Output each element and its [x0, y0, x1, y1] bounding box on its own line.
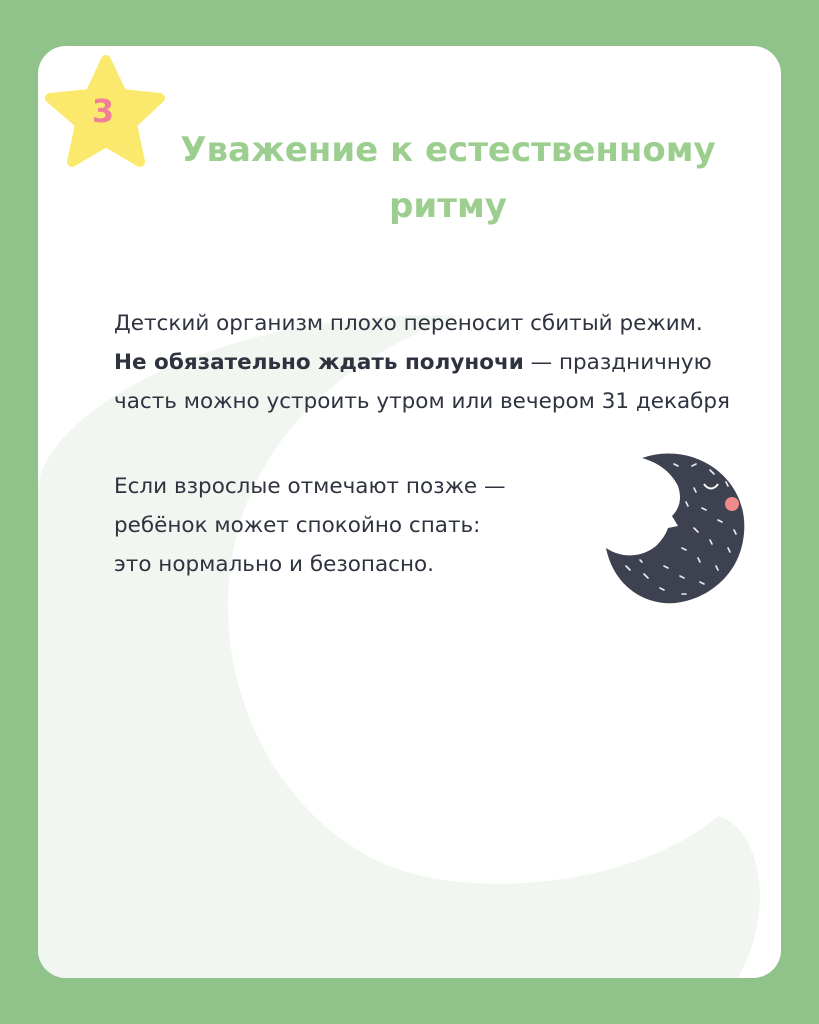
step-number: 3 — [91, 92, 115, 130]
title-line-1: Уважение к естественному — [180, 130, 716, 170]
page-title — [148, 122, 748, 234]
paragraph2-line-3: это нормально и безопасно. — [114, 552, 435, 577]
paragraph2-line-1: Если взрослые отмечают позже — — [114, 474, 506, 499]
paragraph1-line-1: Детский организм плохо переносит сбитый режим. — [114, 311, 703, 336]
paragraph1-line-2-rest: — праздничную — [523, 350, 712, 375]
paragraph-routine — [114, 304, 781, 421]
crescent-moon-icon — [604, 448, 749, 606]
title-line-2: ритму — [389, 186, 507, 226]
paragraph1-line-3: часть можно устроить утром или вечером 31 декабря — [114, 389, 730, 414]
paragraph1-line-2 — [114, 343, 781, 382]
content-card — [38, 46, 781, 978]
emphasis-text: Не обязательно ждать полуночи — [114, 350, 524, 375]
paragraph2-line-2: ребёнок может спокойно спать: — [114, 513, 481, 538]
paragraph-sleep — [114, 467, 584, 584]
